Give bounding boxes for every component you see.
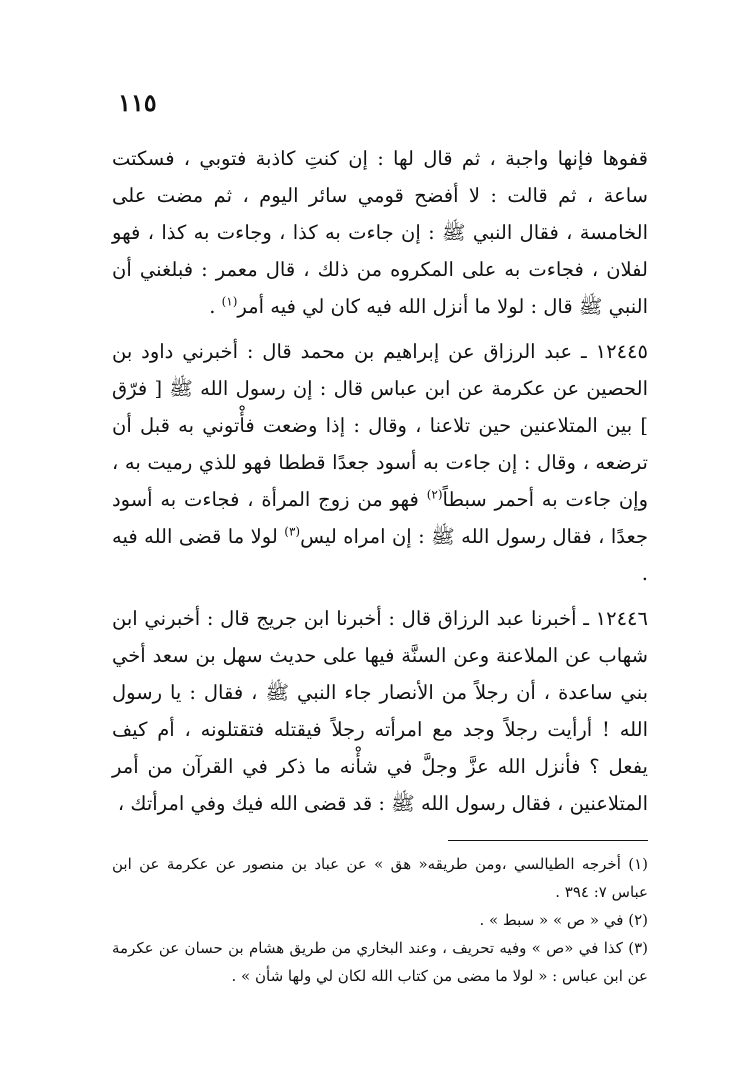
footnote-1: (١) أخرجه الطيالسي ،ومن طريقه« هق » عن عباد بن منصور عن عكرمة عن ابن عباس ٧: ٣٩٤ .	[112, 855, 648, 901]
footnote-2: (٢) في « ص » « سبط » .	[479, 911, 648, 929]
paragraph-text: ١٢٤٤٥ ـ عبد الرزاق عن إبراهيم بن محمد قال : أخبرني داود بن الحصين عن عكرمة عن ابن عباس قال : إن رسول الله ﷺ [ فرّق ] بين المتلاعنين حين تلاعنا ، وقال : إذا وضعت فأْتوني به قبل أن ترضعه ، وقال : إن جاءت به أسود جعدًا قططا فهو للذي رميت به ، وإن جاءت به أحمر سبطاً	[112, 340, 648, 511]
footnote-marker: (٢)	[426, 487, 443, 502]
hadith-12445	[112, 333, 648, 592]
footnote-marker: (٣)	[284, 524, 301, 539]
paragraph-continuation	[112, 140, 648, 325]
footnote-marker: (١)	[221, 294, 238, 309]
footnotes	[112, 850, 648, 990]
footnote-divider	[448, 840, 648, 841]
paragraph-text: قفوها فإنها واجبة ، ثم قال لها : إن كنتِ كاذبة فتوبي ، فسكتت ساعة ، ثم قالت : لا أفضح قومي سائر اليوم ، ثم مضت على الخامسة ، فقال النبي ﷺ : إن جاءت به كذا ، وجاءت به كذا ، فهو لفلان ، فجاءت به على المكروه من ذلك ، قال معمر : فبلغني أن النبي ﷺ قال : لولا ما أنزل الله فيه كان لي فيه أمر	[112, 147, 648, 318]
footnote-3: (٣) كذا في «ص » وفيه تحريف ، وعند البخاري من طريق هشام بن حسان عن عكرمة عن ابن عباس : « لولا ما مضى من كتاب الله لكان لي ولها شأن » .	[112, 939, 648, 985]
main-text	[112, 140, 648, 822]
paragraph-tail: لولا ما قضى الله فيه .	[112, 525, 648, 585]
paragraph-tail: .	[209, 295, 222, 318]
paragraph-text: ١٢٤٤٦ ـ أخبرنا عبد الرزاق قال : أخبرنا ابن جريج قال : أخبرني ابن شهاب عن الملاعنة وعن السنَّة فيها على حديث سهل بن سعد أخي بني ساعدة ، أن رجلاً من الأنصار جاء النبي ﷺ ، فقال : يا رسول الله ! أرأيت رجلاً وجد مع امرأته رجلاً فيقتله فتقتلونه ، أم كيف يفعل ؟ فأنزل الله عزَّ وجلَّ في شأْنه ما ذكر في القرآن من أمر المتلاعنين ، فقال رسول الله ﷺ : قد قضى الله فيك وفي امرأتك ،	[112, 607, 648, 815]
page-number: ١١٥	[118, 88, 157, 117]
paragraph-tail: فهو من زوج المرأة ، فجاءت به أسود جعدًا ، فقال رسول الله ﷺ : إن امراه ليس	[112, 488, 648, 548]
hadith-12446	[112, 600, 648, 822]
